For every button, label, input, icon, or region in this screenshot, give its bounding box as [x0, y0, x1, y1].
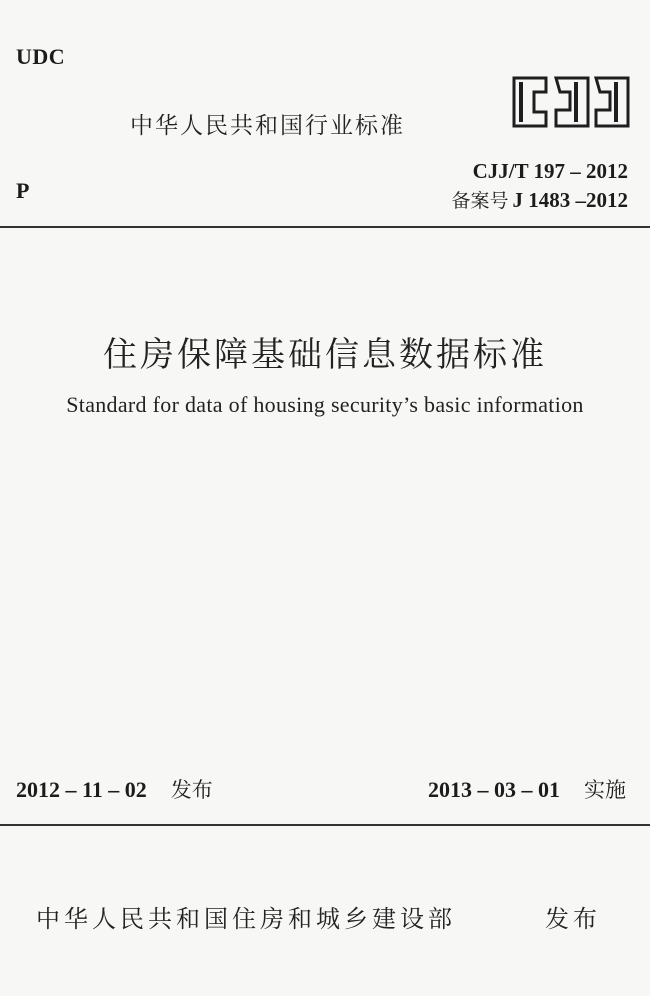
issue-date-line [16, 774, 213, 804]
standard-number-block [451, 157, 628, 216]
standard-code: CJJ/T 197 – 2012 [472, 159, 628, 183]
title-english: Standard for data of housing security’s basic information [66, 392, 584, 417]
issue-date: 2012 – 11 – 02 [16, 777, 147, 802]
implement-date-line [428, 774, 626, 804]
record-label: 备案号 [451, 190, 509, 212]
issuing-ministry: 中华人民共和国住房和城乡建设部 [36, 905, 456, 933]
implement-date: 2013 – 03 – 01 [428, 777, 560, 802]
implement-label: 实施 [584, 778, 626, 802]
industry-standard-heading: 中华人民共和国行业标准 [130, 113, 405, 139]
top-divider [0, 226, 650, 228]
publish-label: 发布 [545, 905, 601, 933]
bottom-divider [0, 824, 650, 826]
title-chinese: 住房保障基础信息数据标准 [103, 335, 547, 375]
cjj-logo [508, 68, 632, 136]
record-number-line [451, 186, 628, 216]
udc-label: UDC [16, 44, 66, 69]
classification-code: P [16, 178, 30, 203]
record-number: J 1483 –2012 [512, 188, 628, 212]
cjj-logo-icon [508, 68, 632, 136]
issue-label: 发布 [170, 778, 213, 802]
